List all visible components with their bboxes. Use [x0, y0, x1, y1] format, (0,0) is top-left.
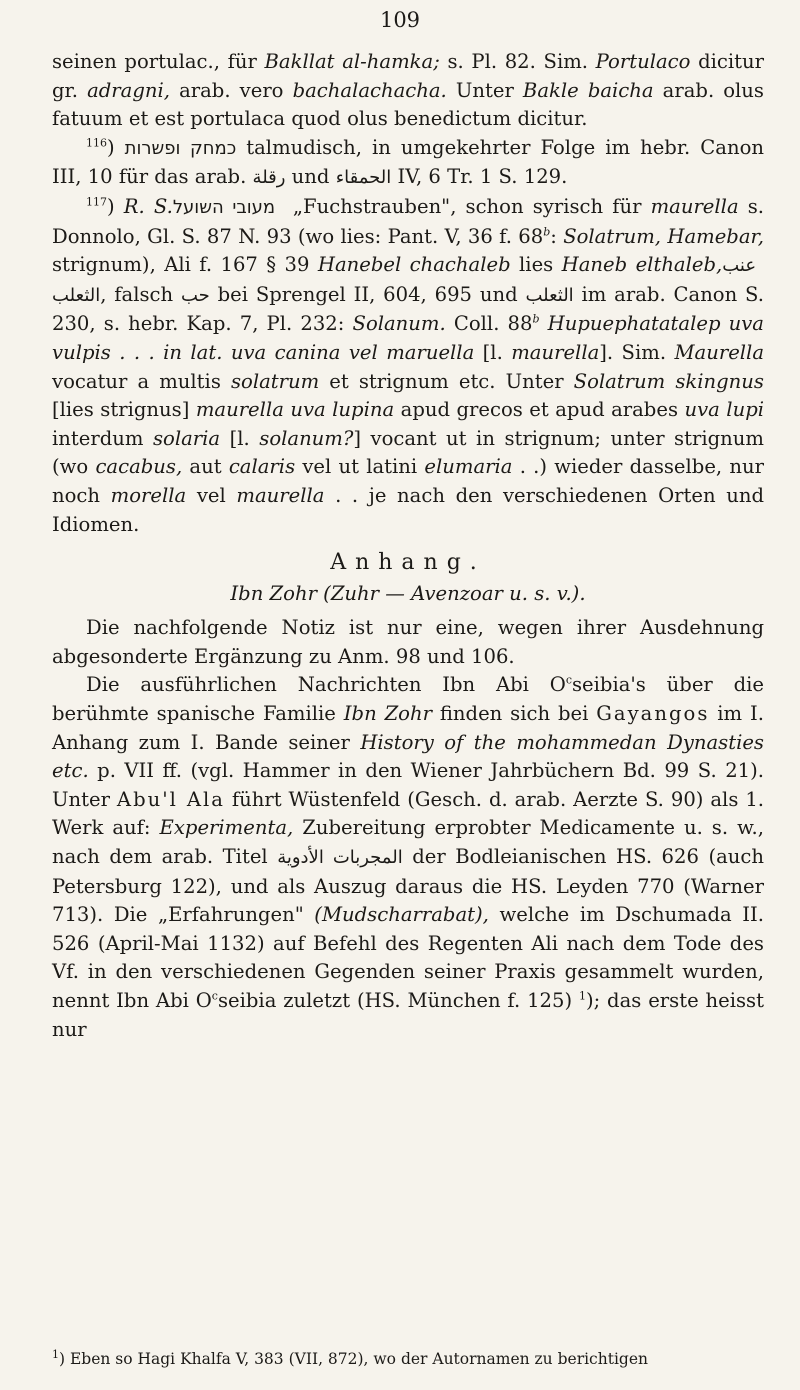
text-run: ] vocant ut in strignum; unter strignum (wo	[52, 426, 764, 479]
text-run: Unter	[446, 78, 523, 102]
text-run: Coll. 88	[445, 312, 533, 336]
footnote-mark: 1	[52, 1347, 59, 1361]
hebrew-text: כמחק ופשרות	[124, 137, 237, 159]
text-run: solanum?	[259, 426, 354, 450]
page-number: 109	[379, 8, 421, 32]
text-run: Portulaco	[595, 50, 691, 73]
section-heading: Anhang.	[330, 550, 486, 576]
text-run: Abu'l Ala	[116, 787, 225, 811]
arabic-text: عنب الثعلب	[52, 255, 765, 306]
text-run: vocatur a multis	[52, 369, 231, 393]
footnote-text: ) Eben so Hagi Khalfa V, 383 (VII, 872), wo der Autornamen zu berichtigen	[59, 1350, 648, 1368]
text-run: , falsch	[100, 282, 181, 306]
text-run: maurella uva lupina	[195, 398, 395, 422]
text-run: uva lupi	[684, 398, 764, 422]
text-run: maurella	[650, 194, 739, 218]
text-run: R. S.	[123, 194, 173, 218]
footnote	[52, 1349, 764, 1369]
paragraph-note: Die nachfolgende Notiz ist nur eine, wegen ihrer Ausdehnung abgesonderte Ergänzung zu Anm. 98 und 106.	[52, 616, 764, 668]
text-run: welche im Dschumada II. 526 (April-Mai 1132) auf Befehl des Regenten Ali nach dem Tode des Vf. in den verschiedenen Gegenden seiner Praxis gesammelt wurden, nennt Ibn Abi O	[52, 903, 764, 1012]
text-run: Experimenta,	[159, 816, 294, 840]
text-run: „Fuchstrauben", schon syrisch für	[283, 194, 651, 218]
text-run: Bakllat al-hamka;	[264, 50, 440, 73]
text-run: dicitur gr.	[52, 50, 764, 102]
note-number: 117	[86, 195, 107, 209]
text-run: Solanum.	[352, 312, 446, 336]
footnote-reference: 1	[578, 989, 586, 1003]
text-run: bei Sprengel II, 604, 695 und	[209, 282, 526, 306]
text-run: und	[285, 165, 336, 189]
text-run: Ibn Zohr	[343, 702, 432, 726]
text-run: History of the mohammedan Dynasties etc.	[52, 730, 764, 783]
arabic-text: حب	[180, 284, 210, 306]
text-run: [l.	[474, 340, 512, 364]
text-run: ); das erste heisst nur	[52, 989, 764, 1041]
paragraph-ibn-zohr	[52, 671, 764, 1044]
note-number: 116	[86, 136, 107, 150]
text-run: Maurella	[674, 340, 765, 364]
text-run: seibia's über die berühmte spanische Familie	[52, 673, 764, 726]
text-run: talmudisch, in umgekehrter Folge im hebr. Canon III, 10 für das arab.	[52, 135, 764, 189]
paragraph-portulac	[52, 48, 764, 134]
text-run: Hupuephatatalep uva vulpis . . . in lat. uva canina vel maruella	[52, 312, 764, 364]
superscript: c	[565, 673, 572, 687]
text-run: Haneb elthaleb,	[561, 253, 723, 277]
text-run: finden sich bei	[431, 702, 597, 726]
text-run: Zubereitung erprobter Medicamente u. s. w., nach dem arab. Titel	[52, 816, 764, 869]
arabic-text: المجربات الأدوية	[277, 847, 403, 869]
text-run: solatrum	[230, 369, 320, 393]
superscript: b	[532, 312, 540, 326]
superscript: b	[543, 225, 551, 239]
text-run: Solatrum, Hamebar,	[563, 224, 764, 248]
note-117: $^{117}$) R. S. מעובי השועל „Fuchstrauben", schon syrisch für maurella s. Donnolo, Gl. S. 87 N. 93 (wo lies: Pant. V, 36 f. 68$^b$: Solatrum, Hamebar, strignum), Ali f. 167 § 39 Hanebel chachaleb lies Haneb elthaleb, عنب الثعلب, falsch حب bei Sprengel II, 604, 695 und الثعلب im arab. Canon S. 230, s. hebr. Kap. 7, Pl. 232: Solanum. Coll. 88$^b$ Hupuephatatalep uva vulpis . . . in lat. uva canina vel maruella [l. maurella]. Sim. Maurella vocatur a multis solatrum et strignum etc. Unter Solatrum skingnus [lies strignus] maurella uva lupina apud grecos et apud arabes uva lupi interdum solaria [l. solanum?] vocant ut in strignum; unter strignum (wo cacabus, aut calaris vel ut latini elumaria . .) wieder dasselbe, nur noch morella vel maurella . . je nach den verschiedenen Orten und Idiomen.	[52, 194, 765, 536]
text-run: lies	[510, 253, 562, 277]
note-116: $^{116}$) כמחק ופשרות talmudisch, in umgekehrter Folge im hebr. Canon III, 10 für das arab. رقلة und الحمقاء IV, 6 Tr. 1 S. 129.	[52, 135, 764, 189]
text-run: Solatrum skingnus	[573, 369, 764, 393]
text-run: führt Wüstenfeld (Gesch. d. arab. Aerzte S. 90) als 1. Werk auf:	[52, 787, 765, 840]
text-run: solaria	[152, 426, 221, 450]
text-run: arab. vero	[170, 78, 293, 102]
text-run: interdum	[52, 426, 153, 450]
text-run: maurella	[511, 340, 600, 364]
text-run: ]. Sim.	[599, 340, 675, 364]
text-run: Bakle baicha	[522, 78, 654, 102]
arabic-text: رقلة	[252, 167, 286, 189]
text-run: vel ut latini	[295, 455, 425, 479]
text-run: im arab. Canon S. 230, s. hebr. Kap. 7, Pl. 232:	[52, 282, 765, 336]
text-run: cacabus,	[95, 455, 183, 479]
body-text	[52, 48, 764, 1044]
text-run: p. VII ff. (vgl. Hammer in den Wiener Jahrbüchern Bd. 99 S. 21). Unter	[52, 759, 764, 811]
text-run: IV, 6 Tr. 1 S. 129.	[391, 165, 568, 189]
text-run: s. Donnolo, Gl. S. 87 N. 93 (wo lies: Pant. V, 36 f. 68	[52, 194, 765, 248]
section-subheading: Ibn Zohr (Zuhr — Avenzoar u. s. v.).	[230, 581, 586, 605]
text-run: Die ausführlichen Nachrichten Ibn Abi O	[86, 673, 566, 697]
text-run: seibia zuletzt (HS. München f. 125)	[217, 989, 579, 1012]
arabic-text: الثعلب	[525, 284, 574, 306]
text-run: . .) wieder dasselbe, nur noch	[52, 455, 764, 507]
text-run: elumaria	[424, 455, 513, 479]
text-run: seinen portulac., für	[52, 50, 265, 73]
text-run: vel	[186, 483, 237, 507]
text-run: arab. olus fatuum et est portulaca quod olus benedictum dicitur.	[52, 78, 764, 131]
text-run: calaris	[228, 455, 296, 479]
text-run: . . je nach den verschiedenen Orten und Idiomen.	[52, 483, 765, 536]
text-run: Gayangos	[596, 702, 710, 726]
text-run: s. Pl. 82. Sim.	[439, 50, 596, 73]
superscript: c	[211, 989, 218, 1003]
text-run: Hanebel chachaleb	[317, 253, 511, 277]
text-run: [l.	[220, 426, 260, 450]
text-run: :	[550, 224, 564, 248]
text-run: et strignum etc. Unter	[319, 369, 574, 393]
text-run: adragni,	[87, 78, 170, 102]
text-run: [lies strignus]	[52, 398, 196, 422]
text-run: maurella	[236, 483, 325, 507]
text-run: strignum), Ali f. 167 § 39	[52, 253, 318, 277]
text-run: im I. Anhang zum I. Bande seiner	[52, 702, 764, 754]
text-run: aut	[182, 455, 229, 479]
hebrew-text: מעובי השועל	[172, 196, 284, 218]
text-run: morella	[110, 483, 187, 507]
text-run: apud grecos et apud arabes	[394, 398, 685, 422]
text-run: der Bodleianischen HS. 626 (auch Petersburg 122), und als Auszug daraus die HS. Leyden 770 (Warner 713). Die „Erfahrungen"	[52, 845, 764, 927]
text-run: (Mudscharrabat),	[314, 903, 489, 927]
arabic-text: الحمقاء	[335, 167, 392, 189]
text-run: bachalachacha.	[292, 78, 447, 102]
